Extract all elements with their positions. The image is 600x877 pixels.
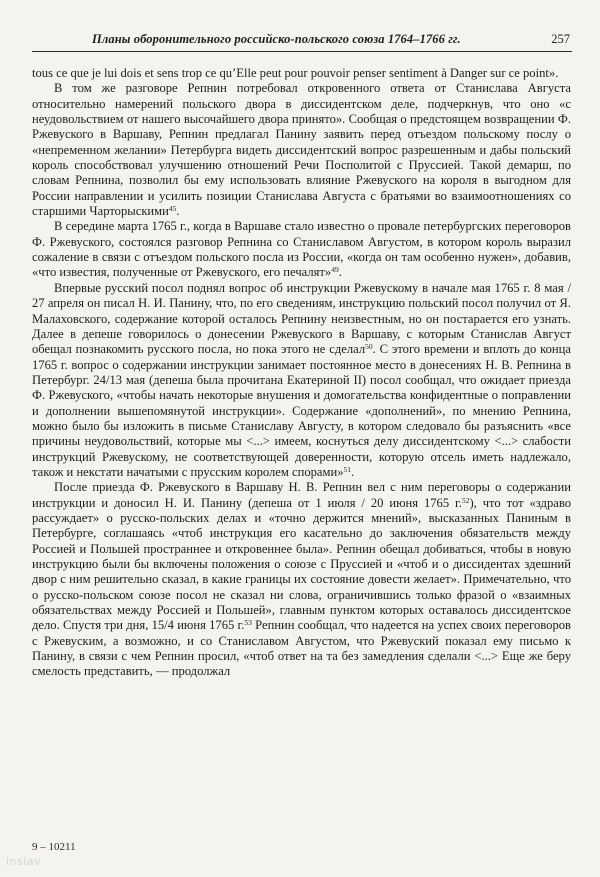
footnote-ref: 45 [168,204,177,214]
footnote-ref: 50 [365,342,373,352]
paragraph-text: После приезда Ф. Ржевуского в Варшаву Н. В. Репнин вел с ним переговоры о содержании инструкции и доносил Н. И. Панину (депеша от 1 июля / 20 июня 1765 г. [32,480,571,510]
signature-mark: 9 – 10211 [32,841,76,853]
footnote-ref: 51 [343,464,352,474]
page-number: 257 [551,32,570,46]
paragraph-text: . С этого времени и вплоть до конца 1765 г. вопрос о содержании инструкции занимает постоянное место в донесениях Н. В. Репнина в Петербург. 24/13 мая (депеша была прочитана Екатериной II) посол сообщал, что ожидает приезда Ф. Ржевуского, «чтобы начать некоторые внушения и домогательства конфидентные о поправлении и дополнении вышепомянутой инструкции». Содержание «дополнений», по мнению Репнина, можно было бы изложить в письме Станиславу Августу, в котором следовало бы разъяснить «все причины неудовольствий, которые мы <...> имеем, коснуться делу диссидентскому <...> слабости инструкций Ржевускому, не соответствующей доверенности, которую отсель иметь надлежало, також и некстати начатыми с прусским королем спорами» [32,342,571,479]
paragraph-text: В середине марта 1765 г., когда в Варшаве стало известно о провале петербургских переговоров Ф. Ржевуского, состоялся разговор Репнина со Станиславом Августом, в котором король выразил сожаление в связи с отъездом польского посла из России, «когда он там особенно нужен», добавив, «что известия, полученные от Ржевуского, его печалят» [32,219,571,280]
footnote-ref: 53 [244,618,252,628]
paragraph-text: tous ce que je lui dois et sens trop ce qu’Elle peut pour pouvoir penser sentiment à Danger sur ce point». [32,66,559,80]
paragraph-text: . [338,265,342,280]
paragraph [32,219,571,280]
watermark: inslav [6,855,42,868]
paragraph [32,81,571,219]
footnote-ref: 49 [331,265,339,275]
paragraph-text: . [351,464,355,479]
paragraph-text: ), что тот «здраво рассуждает» о русско-польских делах и «точно держится мнений», высказанных Паниным в Петербурге, соглашаясь «чтоб инструкция его касательно до заключения обязательств между Россией и Польшей пространнее и откровеннее была». Репнин обещал добиваться, чтобы в новую инструкцию были бы включены положения о союзе с Пруссией и «чтоб и о диссидентах здешний двор с ним решительно сказал, в какие границы их состояние довести желает». Примечательно, что о русско-польском союзе посол не сказал ни слова, ограничившись только фразой о «взаимных обязательствах между Россией и Польшей», главным пунктом которых оставалось диссидентское дело. Спустя три дня, 15/4 июня 1765 г. [32,495,571,633]
paragraph-text: . [176,204,180,219]
paragraph [32,66,571,81]
paragraph-text: В том же разговоре Репнин потребовал откровенного ответа от Станислава Августа относительно намерений польского двора в диссидентском деле, подчеркнув, что оно «с неудовольствием от нашего высочайшего двора принято». Сообщая о предстоящем возвращении Ф. Ржевуского в Варшаву, Репнин предлагал Панину заявить перед отъездом польскому послу о «непременном желании» Петербурга видеть диссидентский вопрос разрешенным и дабы польский король способствовал улучшению отношений Речи Посполитой с Пруссией. Такой демарш, по словам Репнина, позволил бы ему использовать влияние Ржевуского на короля в выгодном для России направлении и усилить позиции Станислава Августа с братьями во взаимоотношениях со старшими Чарторыскими [32,81,571,219]
paragraph-text: Впервые русский посол поднял вопрос об инструкции Ржевускому в начале мая 1765 г. 8 мая / 27 апреля он писал Н. И. Панину, что, по его сведениям, инструкцию польский посол получил от Я. Малаховского, содержание которой осталось Репнину неизвестным, но он постарается его узнать. Далее в депеше говорилось о донесении Ржевуского в Варшаву, с которым Станислав Август обещал познакомить русского посла, но пока этого не сделал [32,280,571,357]
running-title: Планы оборонительного российско-польского союза 1764–1766 гг. [92,32,461,46]
body-text [32,66,571,680]
running-header [32,27,572,52]
footnote-ref: 52 [461,495,470,505]
paragraph [32,480,571,679]
paragraph-text: Репнин сообщал, что надеется на успех своих переговоров с Ржевуским, а возможно, и со Станиславом Августом, что Ржевуский показал ему письмо к Панину, в связи с чем Репнин просил, «чтоб ответ на та без замедления сделали <...> Еще же беру смелость представить, — продолжал [32,618,571,679]
paragraph [32,281,571,480]
